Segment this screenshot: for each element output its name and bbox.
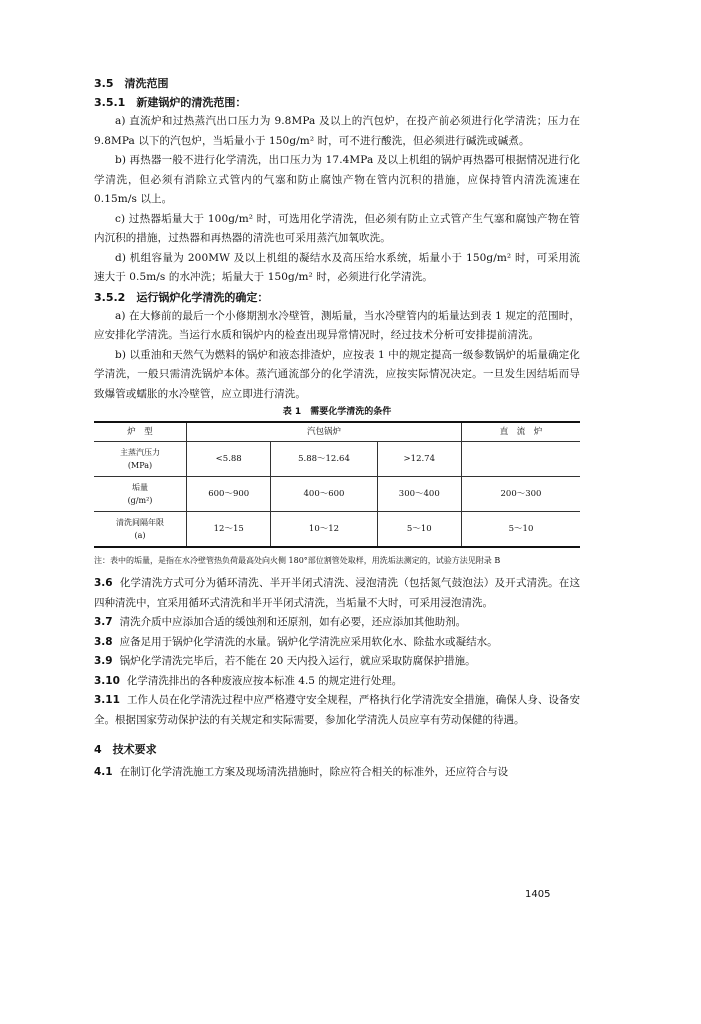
paragraph-3-5-1-d: d) 机组容量为 200MW 及以上机组的凝结水及高压给水系统，垢量小于 150g/m² 时，可采用流速大于 0.5m/s 的水冲洗；垢量大于 150g/m² 时，必须进行化学清洗。 [94,251,580,283]
header-boiler-type: 炉 型 [94,422,187,442]
table-cell: 12～15 [187,512,271,548]
table-cell: 5～10 [377,512,461,548]
table-caption: 表 1 需要化学清洗的条件 [282,407,392,417]
table-cell: 300～400 [377,477,461,512]
paragraph-3-5-2-b: b) 以重油和天然气为燃料的锅炉和液态排渣炉，应按表 1 中的规定提高一级参数锅炉的垢量确定化学清洗，一般只需清洗锅炉本体。蒸汽通流部分的化学清洗，应按实际情况决定。一旦发生因结垢而导致爆管或蠕胀的水冷壁管，应立即进行清洗。 [94,348,580,400]
clause-3-10: 3.10 化学清洗排出的各种废液应按本标准 4.5 的规定进行处理。 [94,674,403,687]
table-cell: <5.88 [187,442,271,477]
row-label: 主蒸汽压力 (MPa) [94,442,187,477]
table-cell: 200～300 [462,477,581,512]
clause-3-7: 3.7 清洗介质中应添加合适的缓蚀剂和还原剂，如有必要，还应添加其他助剂。 [94,616,467,628]
table-cell: >12.74 [377,442,461,477]
table-row [94,477,580,512]
table-header-row [94,422,580,442]
table-row [94,512,580,548]
table-note: 注：表中的垢量，是指在水冷壁管热负荷最高处向火侧 180°部位割管处取样，用洗垢法测定的，试验方法见附录 B [94,556,501,565]
section-heading-3-5: 3.5 清洗范围 [94,77,169,90]
table-cell [462,442,581,477]
row-label: 清洗间隔年限 (a) [94,512,187,548]
header-once-through: 直 流 炉 [462,422,581,442]
table-cell: 5～10 [462,512,581,548]
header-drum-boiler: 汽包锅炉 [187,422,462,442]
section-heading-3-5-1: 3.5.1 新建锅炉的清洗范围： [94,96,247,109]
table-cell: 400～600 [271,477,377,512]
paragraph-3-5-1-c: c) 过热器垢量大于 100g/m² 时，可选用化学清洗，但必须有防止立式管产生气塞和腐蚀产物在管内沉积的措施，过热器和再热器的清洗也可采用蒸汽加氧吹洗。 [94,212,580,244]
table-cell: 600～900 [187,477,271,512]
clause-3-6: 3.6 化学清洗方式可分为循环清洗、半开半闭式清洗、浸泡清洗（包括氮气鼓泡法）及开式清洗。在这四种清洗中，宜采用循环式清洗和半开半闭式清洗，当垢量不大时，可采用浸泡清洗。 [94,577,580,609]
cleaning-conditions-table [94,421,580,548]
table-row [94,442,580,477]
paragraph-3-5-1-a: a) 直流炉和过热蒸汽出口压力为 9.8MPa 及以上的汽包炉，在投产前必须进行化学清洗；压力在 9.8MPa 以下的汽包炉，当垢量小于 150g/m² 时，可不进行酸洗，但必须进行碱洗或碱煮。 [94,115,580,147]
paragraph-3-5-2-a: a) 在大修前的最后一个小修期割水冷壁管，测垢量，当水冷壁管内的垢量达到表 1 规定的范围时，应安排化学清洗。当运行水质和锅炉内的检查出现异常情况时，经过技术分析可安排提前清洗。 [94,309,580,341]
clause-4-1: 4.1 在制订化学清洗施工方案及现场清洗措施时，除应符合相关的标准外，还应符合与设 [94,766,509,778]
chapter-heading-4: 4 技术要求 [94,743,157,756]
row-label: 垢量 (g/m²) [94,477,187,512]
clause-3-11: 3.11 工作人员在化学清洗过程中应严格遵守安全规程，严格执行化学清洗安全措施，确保人身、设备安全。根据国家劳动保护法的有关规定和实际需要，参加化学清洗人员应享有劳动保健的待遇。 [94,694,580,726]
section-heading-3-5-2: 3.5.2 运行锅炉化学清洗的确定： [94,290,269,304]
table-cell: 5.88～12.64 [271,442,377,477]
paragraph-3-5-1-b: b) 再热器一般不进行化学清洗，出口压力为 17.4MPa 及以上机组的锅炉再热器可根据情况进行化学清洗，但必须有消除立式管内的气塞和防止腐蚀产物在管内沉积的措施，应保持管内清洗流速在 0.15m/s 以上。 [94,154,580,205]
document-body [94,74,580,783]
clause-3-8: 3.8 应备足用于锅炉化学清洗的水量。锅炉化学清洗应采用软化水、除盐水或凝结水。 [94,635,498,648]
clause-3-9: 3.9 锅炉化学清洗完毕后，若不能在 20 天内投入运行，就应采取防腐保护措施。 [94,655,476,667]
page-number: 1405 [525,889,551,900]
table-cell: 10～12 [271,512,377,548]
